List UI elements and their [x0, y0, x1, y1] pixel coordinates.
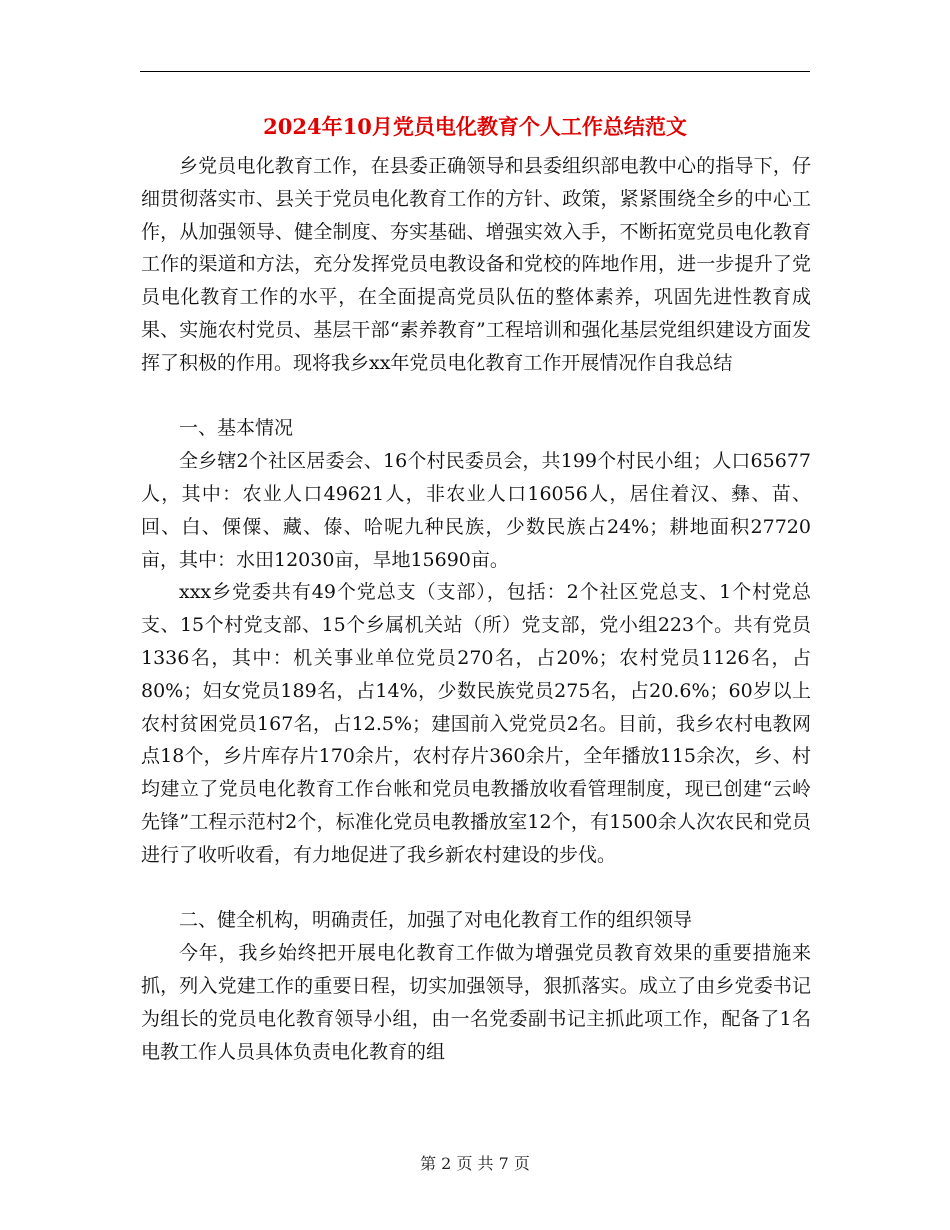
paragraph-party-members: xxx乡党委共有49个党总支（支部），包括：2个社区党总支、1个村党总支、15个村党支部、15个乡属机关站（所）党支部，党小组223个。共有党员1336名，其中：机关事业单位党员270名，占20%；农村党员1126名，占80%；妇女党员189名，占14%，少数民族党员275名，占20.6%；60岁以上农村贫困党员167名，占12.5%；建国前入党党员2名。目前，我乡农村电教网点18个，乡片库存片170余片，农村存片360余片，全年播放115余次，乡、村均建立了党员电化教育工作台帐和党员电教播放收看管理制度，现已创建“云岭先锋”工程示范村2个，标准化党员电教播放室12个，有1500余人次农民和党员进行了收听收看，有力地促进了我乡新农村建设的步伐。 [141, 581, 811, 866]
paragraph-population: 全乡辖2个社区居委会、16个村民委员会，共199个村民小组；人口65677人，其中：农业人口49621人，非农业人口16056人，居住着汉、彝、苗、回、白、傈僳、藏、傣、哈呢九种民族，少数民族占24%；耕地面积27720亩，其中：水田12030亩，旱地15690亩。 [141, 450, 811, 571]
document-body [141, 150, 811, 1068]
document-title: 2024年10月党员电化教育个人工作总结范文 [263, 114, 687, 139]
paragraph-leadership: 今年，我乡始终把开展电化教育工作做为增强党员教育效果的重要措施来抓，列入党建工作的重要日程，切实加强领导，狠抓落实。成立了由乡党委书记为组长的党员电化教育领导小组，由一名党委副书记主抓此项工作，配备了1名电教工作人员具体负责电化教育的组 [141, 942, 811, 1063]
header-rule [140, 71, 810, 72]
section-heading-basic-situation: 一、基本情况 [179, 417, 294, 440]
intro-paragraph: 乡党员电化教育工作，在县委正确领导和县委组织部电教中心的指导下，仔细贯彻落实市、县关于党员电化教育工作的方针、政策，紧紧围绕全乡的中心工作，从加强领导、健全制度、夯实基础、增强实效入手，不断拓宽党员电化教育工作的渠道和方法，充分发挥党员电教设备和党校的阵地作用，进一步提升了党员电化教育工作的水平，在全面提高党员队伍的整体素养，巩固先进性教育成果、实施农村党员、基层干部“素养教育”工程培训和强化基层党组织建设方面发挥了积极的作用。现将我乡xx年党员电化教育工作开展情况作自我总结 [141, 155, 811, 374]
page-number-footer: 第 2 页 共 7 页 [420, 1154, 530, 1173]
blank-line [141, 872, 811, 905]
blank-line [141, 380, 811, 413]
section-heading-organization: 二、健全机构，明确责任，加强了对电化教育工作的组织领导 [179, 909, 693, 932]
